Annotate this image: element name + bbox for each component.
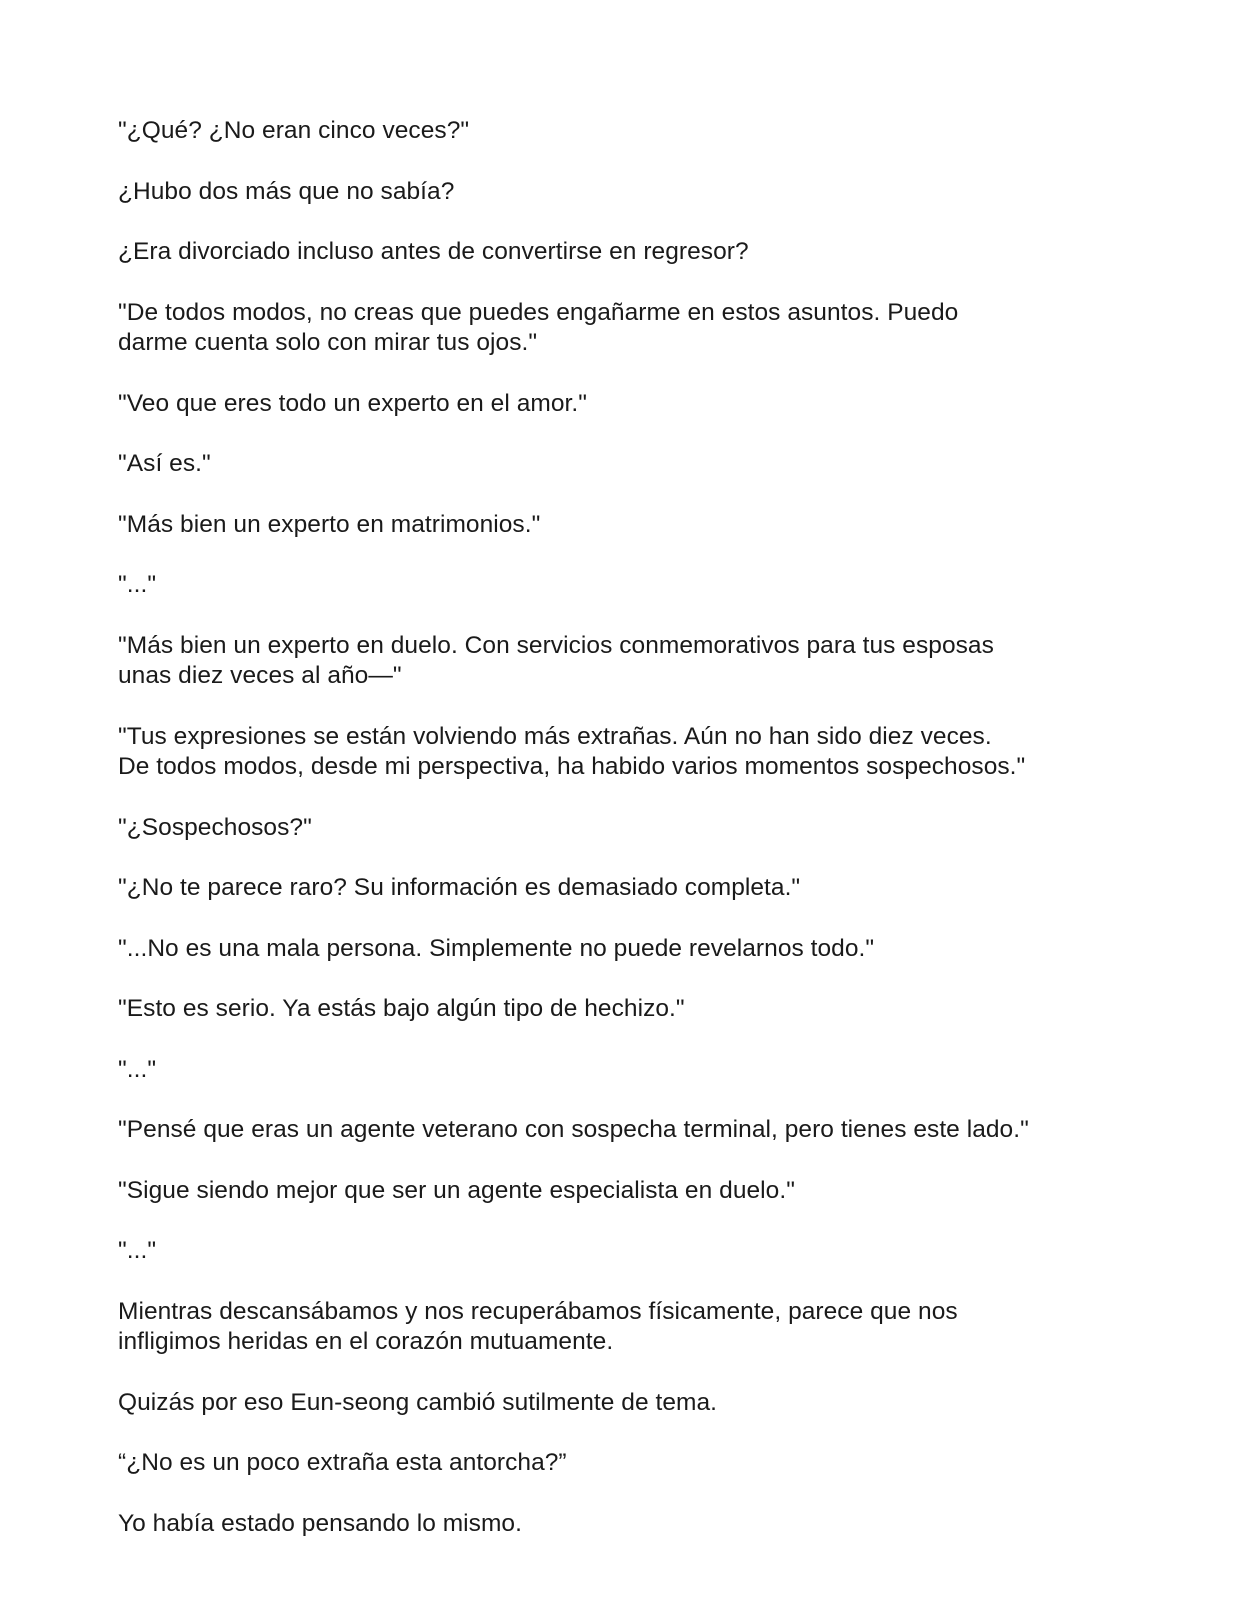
paragraph: "¿Sospechosos?" (118, 813, 312, 841)
paragraph: Yo había estado pensando lo mismo. (118, 1509, 522, 1537)
paragraph: "Veo que eres todo un experto en el amor." (118, 389, 587, 417)
paragraph: Quizás por eso Eun-seong cambió sutilmente de tema. (118, 1388, 718, 1416)
paragraph: "Esto es serio. Ya estás bajo algún tipo de hechizo." (118, 995, 685, 1022)
paragraph: "..." (118, 571, 157, 598)
paragraph: "..." (118, 1237, 157, 1264)
paragraph: "Más bien un experto en duelo. Con servicios conmemorativos para tus esposas unas diez veces al año—" (118, 631, 994, 689)
paragraph: "¿Qué? ¿No eran cinco veces?" (118, 117, 470, 144)
paragraph: "Pensé que eras un agente veterano con sospecha terminal, pero tienes este lado." (118, 1116, 1029, 1143)
paragraph: "Sigue siendo mejor que ser un agente especialista en duelo." (118, 1176, 795, 1204)
paragraph: ¿Hubo dos más que no sabía? (118, 177, 455, 205)
paragraph: Mientras descansábamos y nos recuperábamos físicamente, parece que nos infligimos heridas en el corazón mutuamente. (118, 1297, 958, 1355)
paragraph: "¿No te parece raro? Su información es demasiado completa." (118, 874, 801, 901)
paragraph: "Más bien un experto en matrimonios." (118, 510, 541, 538)
paragraph: "..." (118, 1055, 157, 1083)
paragraph: "Así es." (118, 450, 211, 477)
paragraph: "...No es una mala persona. Simplemente no puede revelarnos todo." (118, 934, 875, 962)
paragraph: "De todos modos, no creas que puedes engañarme en estos asuntos. Puedo darme cuenta solo con mirar tus ojos." (118, 298, 959, 356)
paragraph: “¿No es un poco extraña esta antorcha?” (118, 1449, 567, 1476)
paragraph: "Tus expresiones se están volviendo más extrañas. Aún no han sido diez veces. De todos modos, desde mi perspectiva, ha habido varios momentos sospechosos." (118, 722, 1026, 780)
text-body (118, 116, 1128, 1569)
paragraph: ¿Era divorciado incluso antes de convertirse en regresor? (118, 238, 749, 265)
